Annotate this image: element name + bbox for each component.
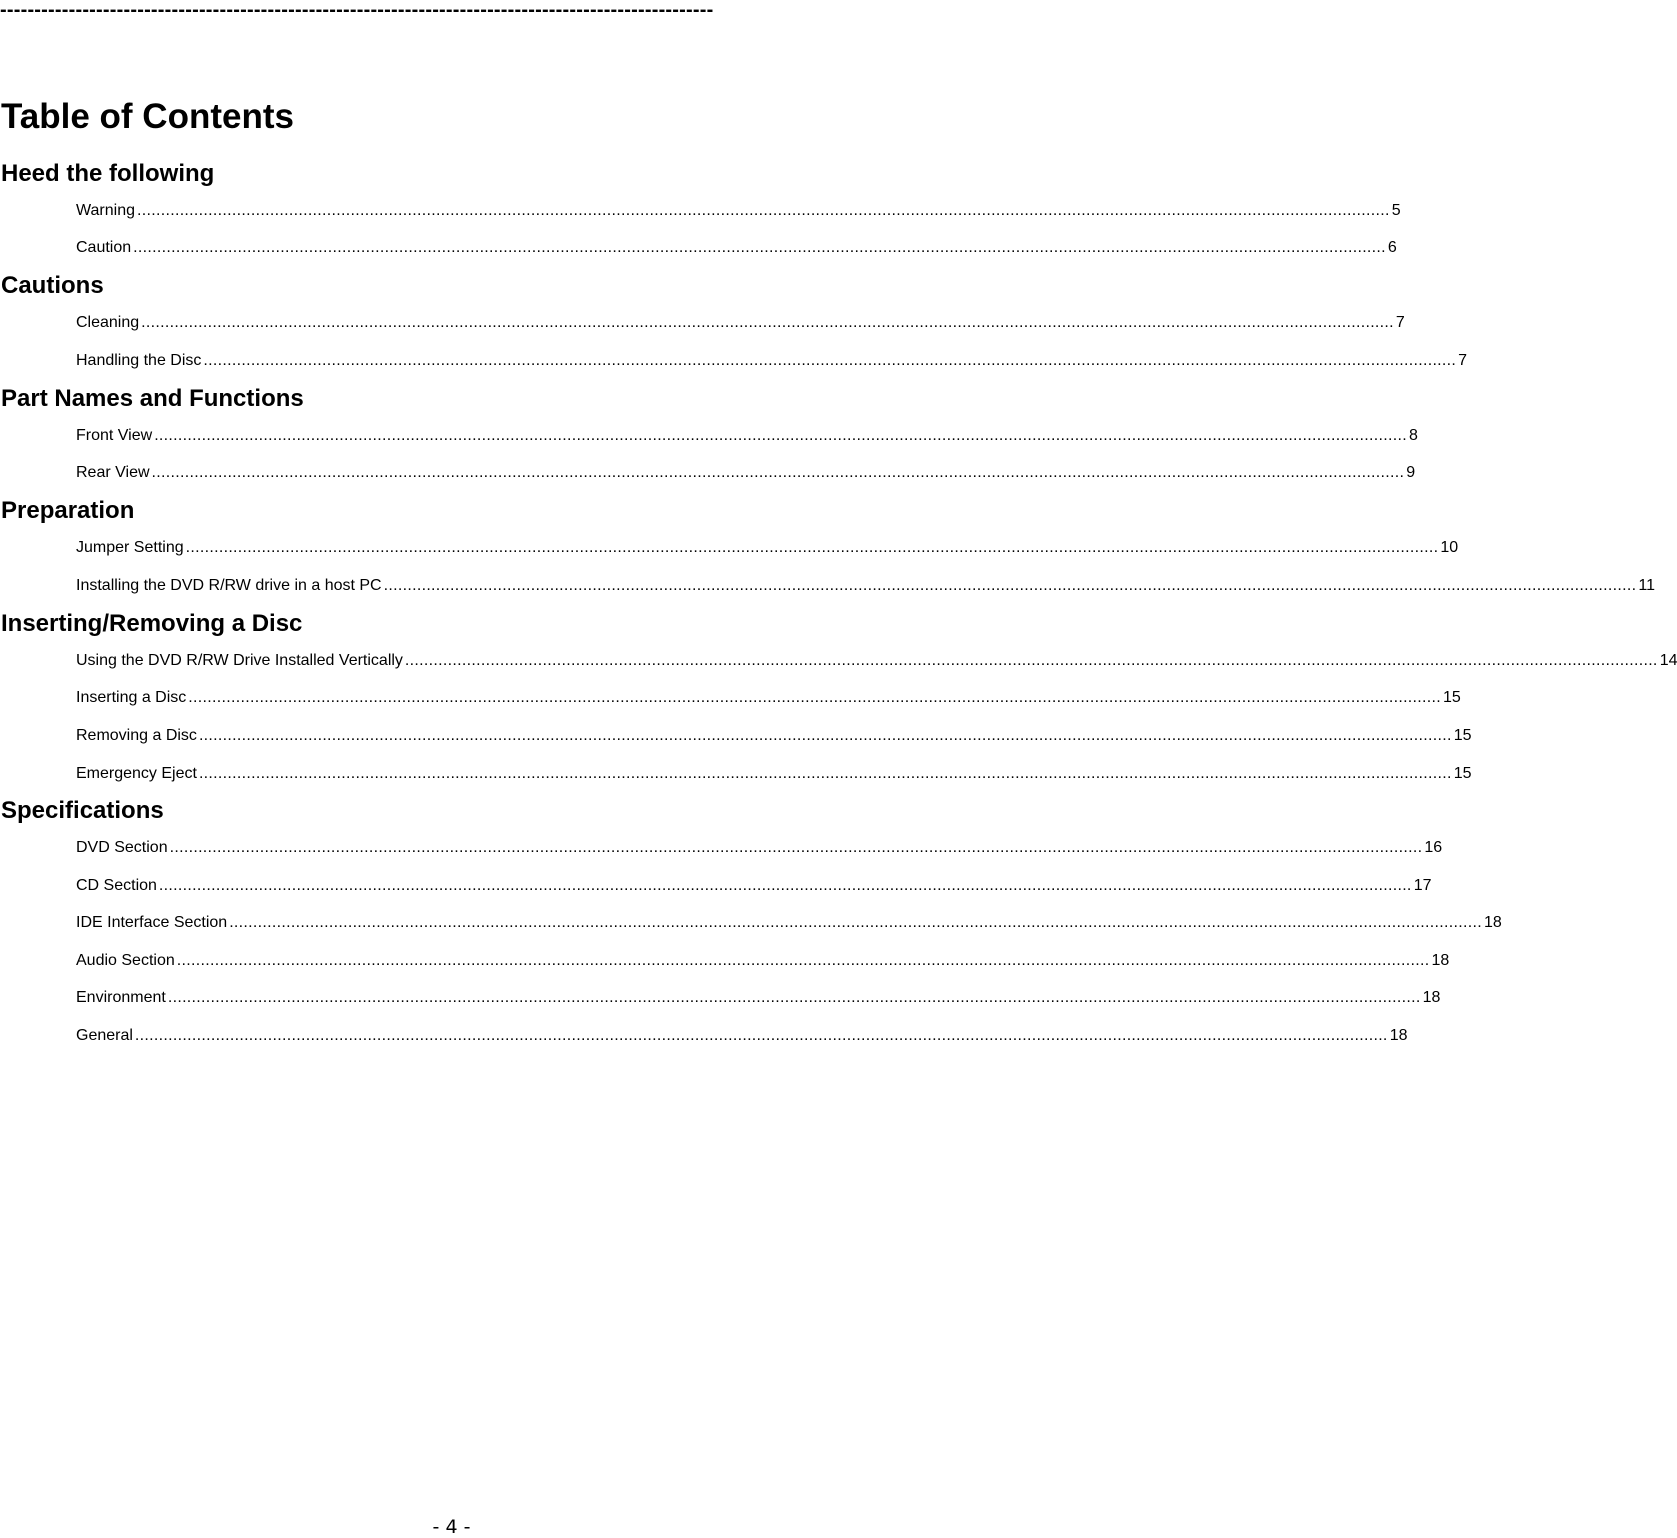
toc-entry-label: Removing a Disc (76, 727, 197, 744)
dot-leader (405, 651, 1658, 671)
dot-leader (384, 576, 1637, 596)
toc-entry-label: Rear View (76, 464, 150, 481)
dot-leader (203, 351, 1456, 371)
toc-entry-dvd-section[interactable] (76, 838, 1443, 858)
toc-entry-removing-a-disc[interactable] (76, 726, 1472, 746)
dot-leader (159, 876, 1412, 896)
toc-entry-label: Audio Section (76, 952, 175, 969)
dot-leader (154, 426, 1407, 446)
dot-leader (137, 201, 1390, 221)
page-number: - 4 - (432, 1516, 471, 1538)
toc-entry-label: Front View (76, 427, 153, 444)
section-heading-specifications: Specifications (1, 797, 164, 824)
toc-entry-label: IDE Interface Section (76, 914, 228, 931)
toc-entry-page: 17 (1413, 877, 1432, 894)
toc-entry-installing-the-drive[interactable] (76, 576, 1655, 596)
top-dashed-rule: -------------------------------------------------------------------------------------------------------- (0, 0, 714, 21)
toc-entry-label: Environment (76, 989, 166, 1006)
toc-entry-page: 16 (1424, 839, 1443, 856)
dot-leader (177, 951, 1430, 971)
toc-entry-label: DVD Section (76, 839, 168, 856)
dot-leader (141, 313, 1394, 333)
dot-leader (152, 463, 1405, 483)
toc-entry-page: 18 (1431, 952, 1450, 969)
toc-entry-page: 14 (1659, 652, 1677, 669)
toc-entry-page: 15 (1443, 689, 1461, 706)
toc-entry-front-view[interactable] (76, 426, 1418, 446)
toc-entry-emergency-eject[interactable] (76, 764, 1472, 784)
toc-entry-page: 18 (1422, 989, 1441, 1006)
dot-leader (135, 1026, 1388, 1046)
dot-leader (229, 913, 1482, 933)
toc-entry-inserting-a-disc[interactable] (76, 688, 1461, 708)
toc-entry-warning[interactable] (76, 201, 1401, 221)
toc-entry-label: CD Section (76, 877, 157, 894)
dot-leader (199, 726, 1452, 746)
toc-entry-label: Jumper Setting (76, 539, 184, 556)
dot-leader (186, 538, 1439, 558)
toc-entry-page: 15 (1453, 727, 1472, 744)
toc-entry-label: Warning (76, 202, 135, 219)
toc-entry-handling-the-disc[interactable] (76, 351, 1468, 371)
toc-entry-page: 18 (1483, 914, 1502, 931)
toc-entry-label: Installing the DVD R/RW drive in a host PC (76, 577, 382, 594)
toc-entry-page: 5 (1391, 202, 1401, 219)
toc-entry-caution[interactable] (76, 238, 1397, 258)
toc-entry-page: 6 (1387, 239, 1397, 256)
toc-entry-audio-section[interactable] (76, 951, 1450, 971)
toc-entry-label: General (76, 1027, 133, 1044)
toc-entry-label: Cleaning (76, 314, 140, 331)
dot-leader (199, 764, 1452, 784)
section-heading-inserting-removing-a-disc: Inserting/Removing a Disc (1, 610, 303, 637)
toc-entry-label: Handling the Disc (76, 352, 202, 369)
toc-entry-jumper-setting[interactable] (76, 538, 1459, 558)
section-heading-part-names-and-functions: Part Names and Functions (1, 385, 304, 412)
section-heading-cautions: Cautions (1, 272, 104, 299)
toc-entry-page: 15 (1453, 765, 1472, 782)
toc-entry-general[interactable] (76, 1026, 1408, 1046)
toc-entry-page: 11 (1638, 577, 1655, 594)
dot-leader (188, 688, 1441, 708)
toc-entry-ide-interface-section[interactable] (76, 913, 1502, 933)
section-heading-preparation: Preparation (1, 497, 135, 524)
dot-leader (170, 838, 1423, 858)
toc-entry-label: Emergency Eject (76, 765, 197, 782)
toc-entry-label: Using the DVD R/RW Drive Installed Vertically (76, 652, 403, 669)
toc-entry-page: 9 (1406, 464, 1416, 481)
toc-entry-cd-section[interactable] (76, 876, 1432, 896)
toc-entry-page: 7 (1458, 352, 1468, 369)
toc-entry-page: 7 (1395, 314, 1405, 331)
page-title: Table of Contents (1, 97, 294, 136)
toc-entry-using-drive-vertically[interactable] (76, 651, 1677, 671)
toc-entry-environment[interactable] (76, 988, 1441, 1008)
toc-entry-page: 8 (1408, 427, 1418, 444)
toc-entry-label: Inserting a Disc (76, 689, 187, 706)
toc-entry-rear-view[interactable] (76, 463, 1416, 483)
dot-leader (133, 238, 1386, 258)
toc-entry-cleaning[interactable] (76, 313, 1405, 333)
toc-entry-page: 10 (1440, 539, 1459, 556)
dot-leader (168, 988, 1421, 1008)
section-heading-heed-the-following: Heed the following (1, 160, 215, 187)
toc-entry-label: Caution (76, 239, 132, 256)
toc-entry-page: 18 (1389, 1027, 1408, 1044)
